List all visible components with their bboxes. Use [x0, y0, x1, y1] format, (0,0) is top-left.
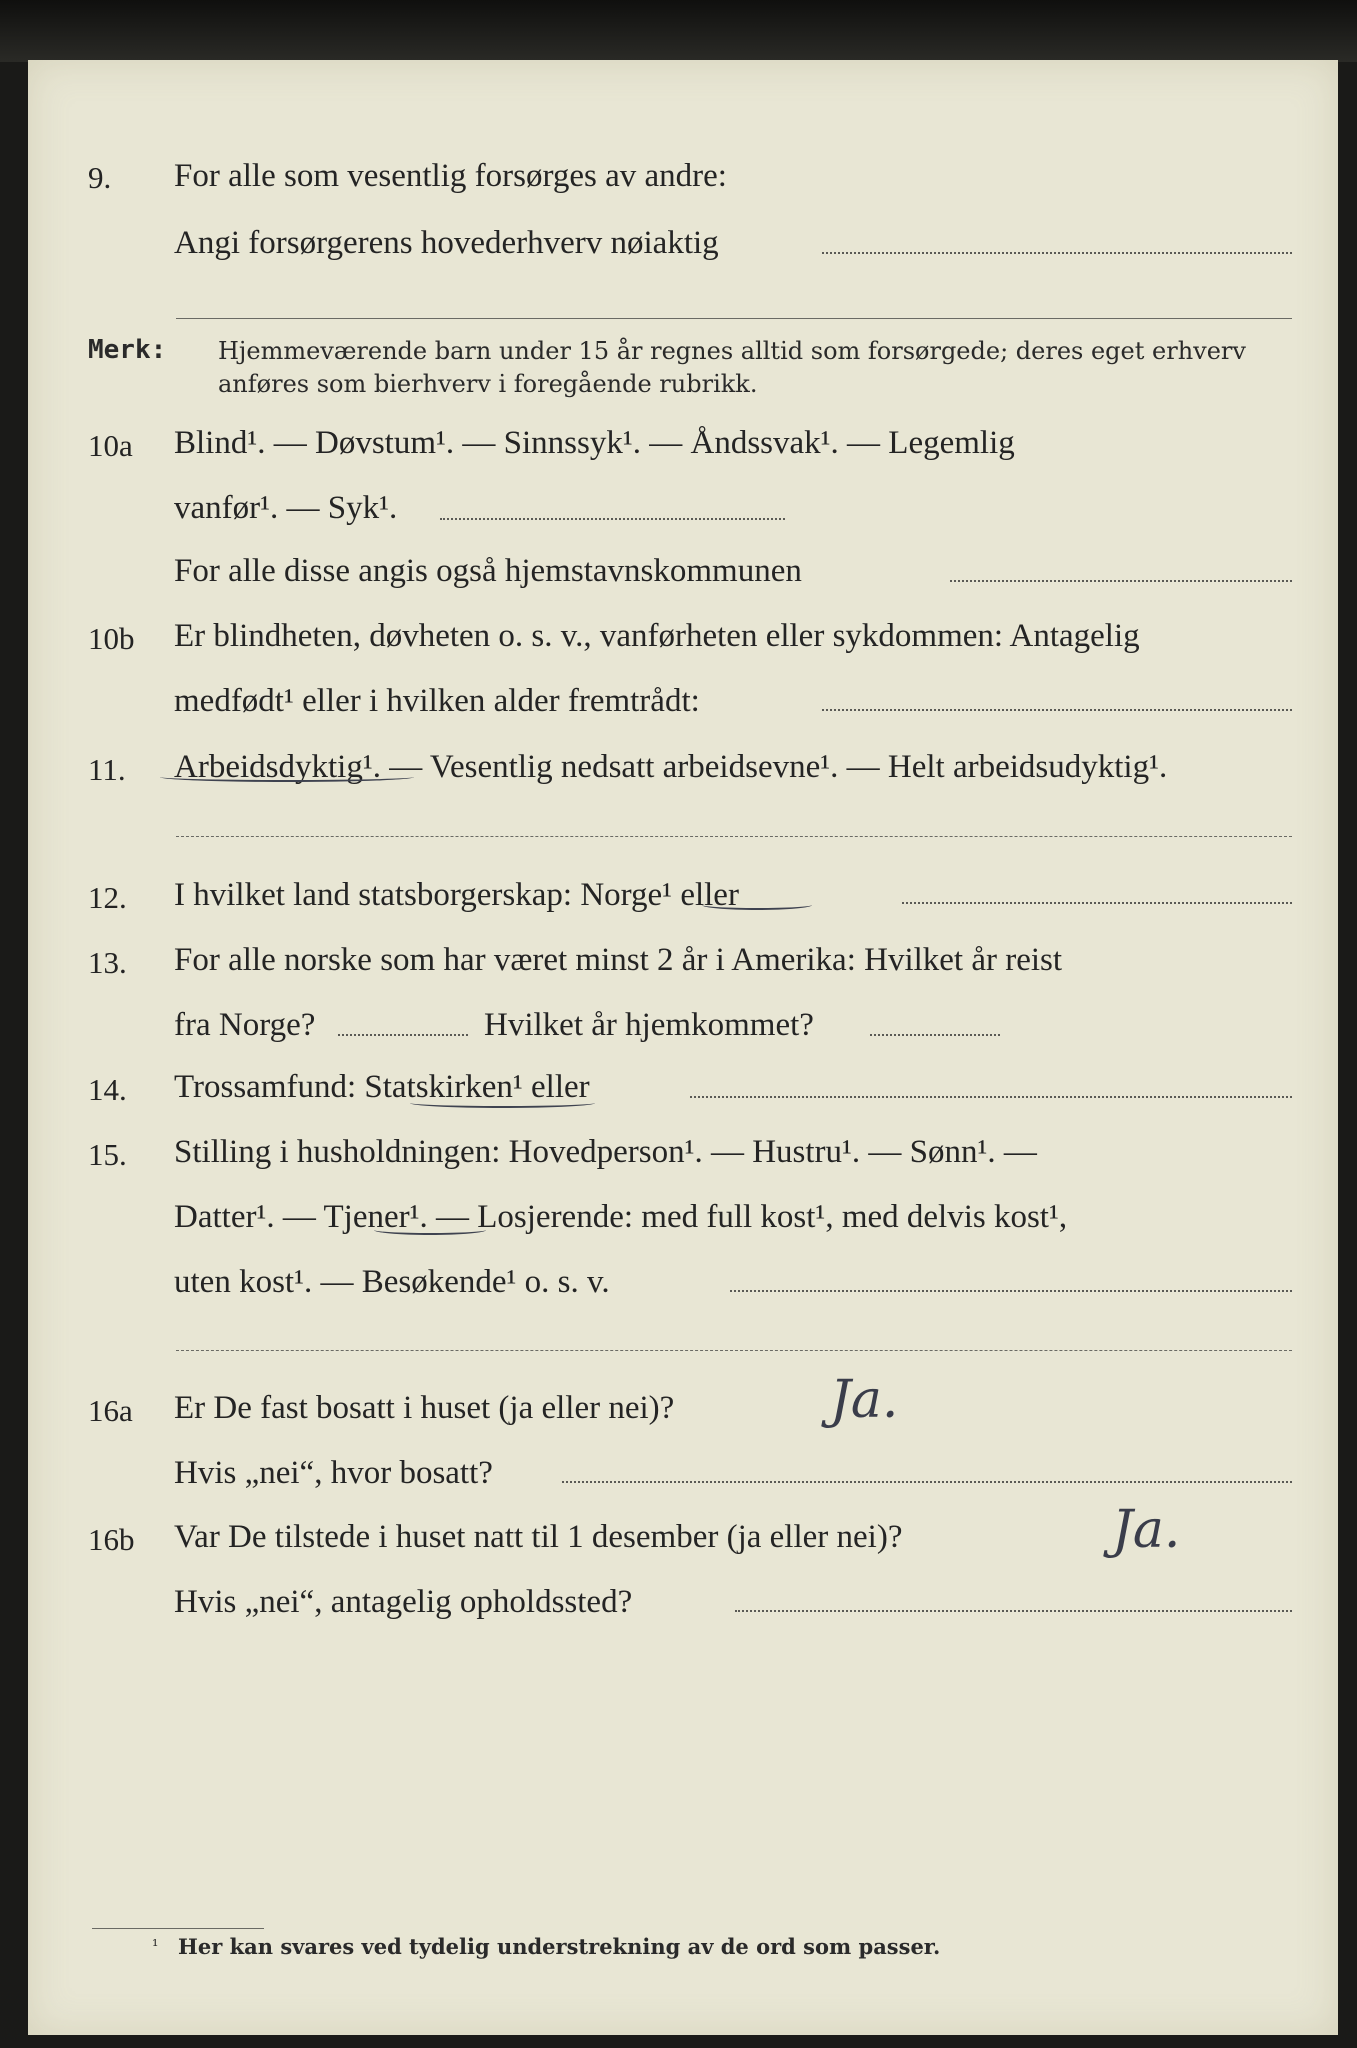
q13-line2b: Hvilket år hjemkommet?	[484, 1007, 814, 1043]
q13-line2a: fra Norge?	[174, 1007, 316, 1043]
q16b-handwritten-answer[interactable]: Ja.	[1112, 1500, 1181, 1560]
q13-reist-line[interactable]	[338, 1034, 468, 1036]
q10a-syk-line[interactable]	[440, 518, 785, 520]
q14-line1: Trossamfund: Statskirken¹ eller	[174, 1069, 590, 1105]
merk-line2: anføres som bierhverv i foregående rubrikk.	[218, 370, 758, 398]
q9-answer-line-2[interactable]	[176, 318, 1292, 319]
q16a-line2: Hvis „nei“, hvor bosatt?	[174, 1455, 493, 1491]
q14-answer-line[interactable]	[690, 1096, 1292, 1098]
q16a-line1: Er De fast bosatt i huset (ja eller nei)?	[174, 1390, 675, 1426]
q10b-number: 10b	[88, 621, 135, 656]
q9-number: 9.	[88, 160, 112, 195]
q10a-line1: Blind¹. — Døvstum¹. — Sinnssyk¹. — Åndssvak¹. — Legemlig	[174, 425, 1015, 461]
q16b-line2: Hvis „nei“, antagelig opholdssted?	[174, 1584, 633, 1620]
q15-answer-line-2[interactable]	[176, 1350, 1292, 1351]
q12-number: 12.	[88, 880, 127, 915]
q13-hjemkommet-line[interactable]	[870, 1034, 1000, 1036]
q11-number: 11.	[88, 752, 126, 787]
q13-number: 13.	[88, 945, 127, 980]
q11-handwritten-underline	[160, 772, 414, 782]
q15-line3: uten kost¹. — Besøkende¹ o. s. v.	[174, 1264, 610, 1300]
q16b-line1: Var De tilstede i huset natt til 1 desember (ja eller nei)?	[174, 1519, 903, 1555]
footnote-divider	[92, 1928, 264, 1929]
q15-number: 15.	[88, 1137, 127, 1172]
q10b-answer-line[interactable]	[822, 709, 1292, 711]
scan-top-edge	[0, 0, 1357, 62]
q9-answer-line[interactable]	[822, 252, 1292, 254]
q16a-number: 16a	[88, 1393, 133, 1428]
q13-line1: For alle norske som har været minst 2 år i Amerika: Hvilket år reist	[174, 942, 1063, 978]
footnote-text: Her kan svares ved tydelig understrekning av de ord som passer.	[178, 1934, 941, 1959]
q12-handwritten-underline	[702, 900, 812, 910]
q10b-line1: Er blindheten, døvheten o. s. v., vanførheten eller sykdommen: Antagelig	[174, 618, 1140, 654]
q11-answer-line[interactable]	[176, 836, 1292, 837]
q14-handwritten-underline	[410, 1098, 595, 1108]
merk-line1: Hjemmeværende barn under 15 år regnes alltid som forsørgede; deres eget erhverv	[218, 337, 1246, 365]
q9-line2: Angi forsørgerens hovederhverv nøiaktig	[174, 225, 719, 261]
q10a-line3: For alle disse angis også hjemstavnskommunen	[174, 553, 802, 589]
q16a-answer-line[interactable]	[562, 1481, 1292, 1483]
q12-answer-line[interactable]	[902, 902, 1292, 904]
q15-answer-line[interactable]	[730, 1290, 1292, 1292]
q16b-answer-line[interactable]	[735, 1610, 1292, 1612]
q10a-kommune-line[interactable]	[950, 580, 1292, 582]
q12-line1: I hvilket land statsborgerskap: Norge¹ eller	[174, 877, 739, 913]
q9-line1: For alle som vesentlig forsørges av andre:	[174, 158, 727, 194]
q10a-line2: vanfør¹. — Syk¹.	[174, 490, 398, 526]
merk-label: Merk:	[88, 335, 167, 365]
q15-line1: Stilling i husholdningen: Hovedperson¹. — Hustru¹. — Sønn¹. —	[174, 1134, 1037, 1170]
q15-handwritten-underline	[374, 1225, 486, 1235]
footnote-mark: ¹	[152, 1936, 159, 1955]
q10b-line2: medfødt¹ eller i hvilken alder fremtrådt:	[174, 683, 700, 719]
q10a-number: 10a	[88, 428, 133, 463]
q16b-number: 16b	[88, 1522, 135, 1557]
q15-line2: Datter¹. — Tjener¹. — Losjerende: med full kost¹, med delvis kost¹,	[174, 1199, 1068, 1235]
q14-number: 14.	[88, 1072, 127, 1107]
q16a-handwritten-answer[interactable]: Ja.	[830, 1370, 899, 1430]
q11-line1: Arbeidsdyktig¹. — Vesentlig nedsatt arbeidsevne¹. — Helt arbeidsudyktig¹.	[174, 749, 1168, 785]
